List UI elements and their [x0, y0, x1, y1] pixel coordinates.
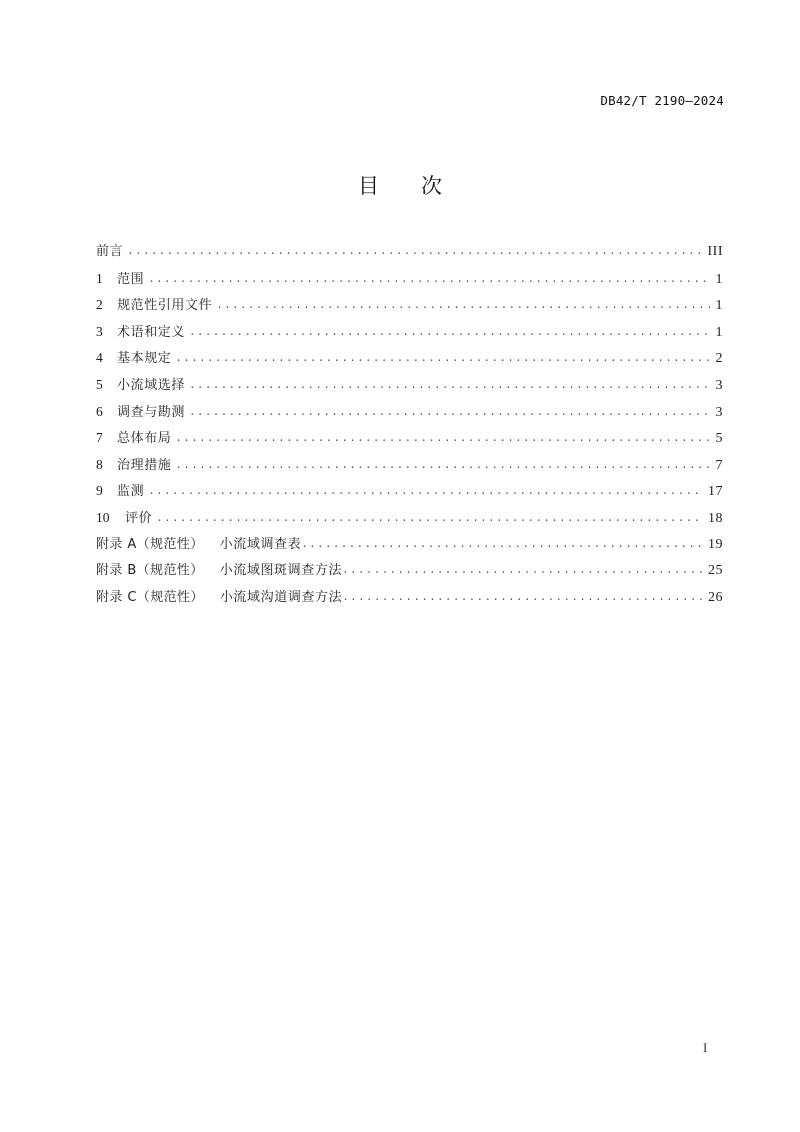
- toc-entry-5[interactable]: [96, 376, 723, 403]
- toc-page-number: 18: [708, 510, 723, 526]
- toc-entry-label: 前言: [96, 244, 124, 259]
- page-title-char-2: 次: [421, 174, 442, 198]
- toc-section-number: 10: [96, 509, 110, 525]
- toc-entry-7[interactable]: [96, 429, 723, 456]
- toc-page-number: 3: [715, 404, 723, 420]
- document-code: DB42/T 2190—2024: [600, 93, 724, 108]
- toc-dot-leader: [175, 457, 709, 475]
- toc-appendix-a[interactable]: [96, 536, 723, 563]
- toc-dot-leader: [156, 510, 702, 528]
- toc-page-number: 26: [708, 589, 723, 605]
- toc-section-number: 7: [96, 430, 103, 446]
- toc-entry-6[interactable]: [96, 403, 723, 430]
- toc-page-number: 5: [715, 431, 723, 447]
- toc-entry-3[interactable]: [96, 323, 723, 350]
- toc-page-number: 19: [708, 536, 723, 552]
- toc-entry-label: 小流域选择: [117, 377, 186, 393]
- toc-entry-label: 基本规定: [117, 351, 172, 367]
- toc-entry-label: 规范性引用文件: [117, 298, 213, 314]
- toc-section-number: 6: [96, 403, 103, 419]
- toc-page-number: 1: [715, 324, 723, 340]
- toc-page-number: 1: [715, 298, 723, 314]
- toc-page-number: 25: [708, 563, 723, 579]
- toc-entry-foreword[interactable]: [96, 243, 723, 270]
- toc-dot-leader: [175, 350, 709, 368]
- toc-page-number: III: [707, 244, 723, 259]
- toc-appendix-prefix: 附录 C（规范性）: [96, 589, 204, 605]
- toc-appendix-prefix: 附录 A（规范性）: [96, 536, 204, 552]
- toc-entry-label: 监测: [117, 484, 145, 500]
- toc-page-number: 1: [715, 271, 723, 287]
- toc-appendix-title: 小流域沟道调查方法: [219, 589, 343, 605]
- toc-dot-leader: [342, 589, 702, 607]
- toc-entry-10[interactable]: [96, 509, 723, 536]
- page-title-char-1: 目: [358, 174, 379, 198]
- toc-dot-leader: [148, 483, 702, 501]
- toc-section-number: 5: [96, 376, 103, 392]
- toc-appendix-title: 小流域图斑调查方法: [219, 563, 343, 579]
- toc-page-number: 17: [708, 484, 723, 500]
- toc-dot-leader: [216, 297, 709, 315]
- toc-dot-leader: [189, 404, 709, 422]
- toc-dot-leader: [189, 377, 709, 395]
- toc-entry-label: 评价: [125, 510, 153, 526]
- toc-section-number: 2: [96, 297, 103, 313]
- toc-page-number: 3: [715, 377, 723, 393]
- toc-dot-leader: [127, 243, 701, 261]
- toc-entry-9[interactable]: [96, 482, 723, 509]
- toc-appendix-b[interactable]: [96, 562, 723, 589]
- table-of-contents: [96, 243, 723, 615]
- toc-appendix-c[interactable]: [96, 589, 723, 616]
- toc-dot-leader: [175, 430, 709, 448]
- toc-section-number: 3: [96, 323, 103, 339]
- toc-entry-label: 范围: [117, 271, 145, 287]
- toc-dot-leader: [148, 271, 709, 289]
- toc-entry-label: 总体布局: [117, 431, 172, 447]
- toc-entry-1[interactable]: [96, 270, 723, 297]
- toc-section-number: 4: [96, 350, 103, 366]
- toc-entry-label: 调查与勘测: [117, 404, 186, 420]
- toc-entry-label: 治理措施: [117, 457, 172, 473]
- toc-section-number: 9: [96, 483, 103, 499]
- toc-entry-label: 术语和定义: [117, 324, 186, 340]
- toc-page-number: 7: [715, 457, 723, 473]
- toc-entry-4[interactable]: [96, 349, 723, 376]
- toc-dot-leader: [301, 536, 702, 554]
- toc-entry-8[interactable]: [96, 456, 723, 483]
- toc-dot-leader: [342, 562, 702, 580]
- toc-entry-2[interactable]: [96, 296, 723, 323]
- toc-appendix-title: 小流域调查表: [219, 536, 302, 552]
- page-title: [0, 170, 800, 200]
- toc-appendix-prefix: 附录 B（规范性）: [96, 563, 204, 579]
- toc-section-number: 1: [96, 270, 103, 286]
- toc-page-number: 2: [715, 351, 723, 367]
- toc-section-number: 8: [96, 456, 103, 472]
- toc-dot-leader: [189, 324, 709, 342]
- page-footer-number: I: [703, 1040, 708, 1055]
